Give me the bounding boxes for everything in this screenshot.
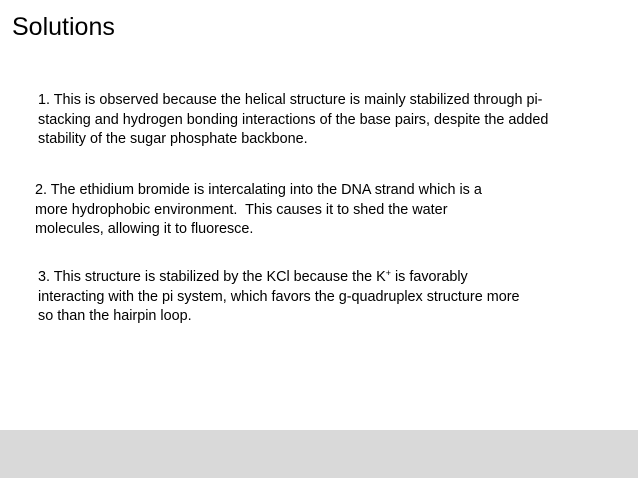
answer-3-line-2: interacting with the pi system, which favors the g-quadruplex structure more (38, 288, 520, 305)
answer-1-line-1: 1. This is observed because the helical structure is mainly stabilized through pi- (38, 92, 543, 108)
answer-2 (35, 181, 482, 240)
answer-1-line-3: stability of the sugar phosphate backbone. (38, 131, 308, 147)
slide-title: Solutions (12, 13, 115, 41)
answer-2-line-1: 2. The ethidium bromide is intercalating into the DNA strand which is a (35, 182, 482, 198)
answer-3 (38, 268, 520, 327)
answer-3-line-1-end: is favorably (390, 269, 468, 285)
answer-1 (38, 91, 548, 150)
footer-bar (0, 430, 638, 478)
potassium-charge-superscript: + (385, 268, 391, 278)
answer-1-line-2: stacking and hydrogen bonding interactions of the base pairs, despite the added (38, 111, 549, 128)
answer-3-line-3: so than the hairpin loop. (38, 308, 192, 324)
answer-2-line-3: molecules, allowing it to fluoresce. (35, 221, 254, 237)
answer-3-line-1 (38, 268, 520, 288)
answer-2-line-2: more hydrophobic environment. This causes it to shed the water (35, 201, 448, 218)
answer-3-line-1-start: 3. This structure is stabilized by the KCl because the K (38, 269, 386, 285)
